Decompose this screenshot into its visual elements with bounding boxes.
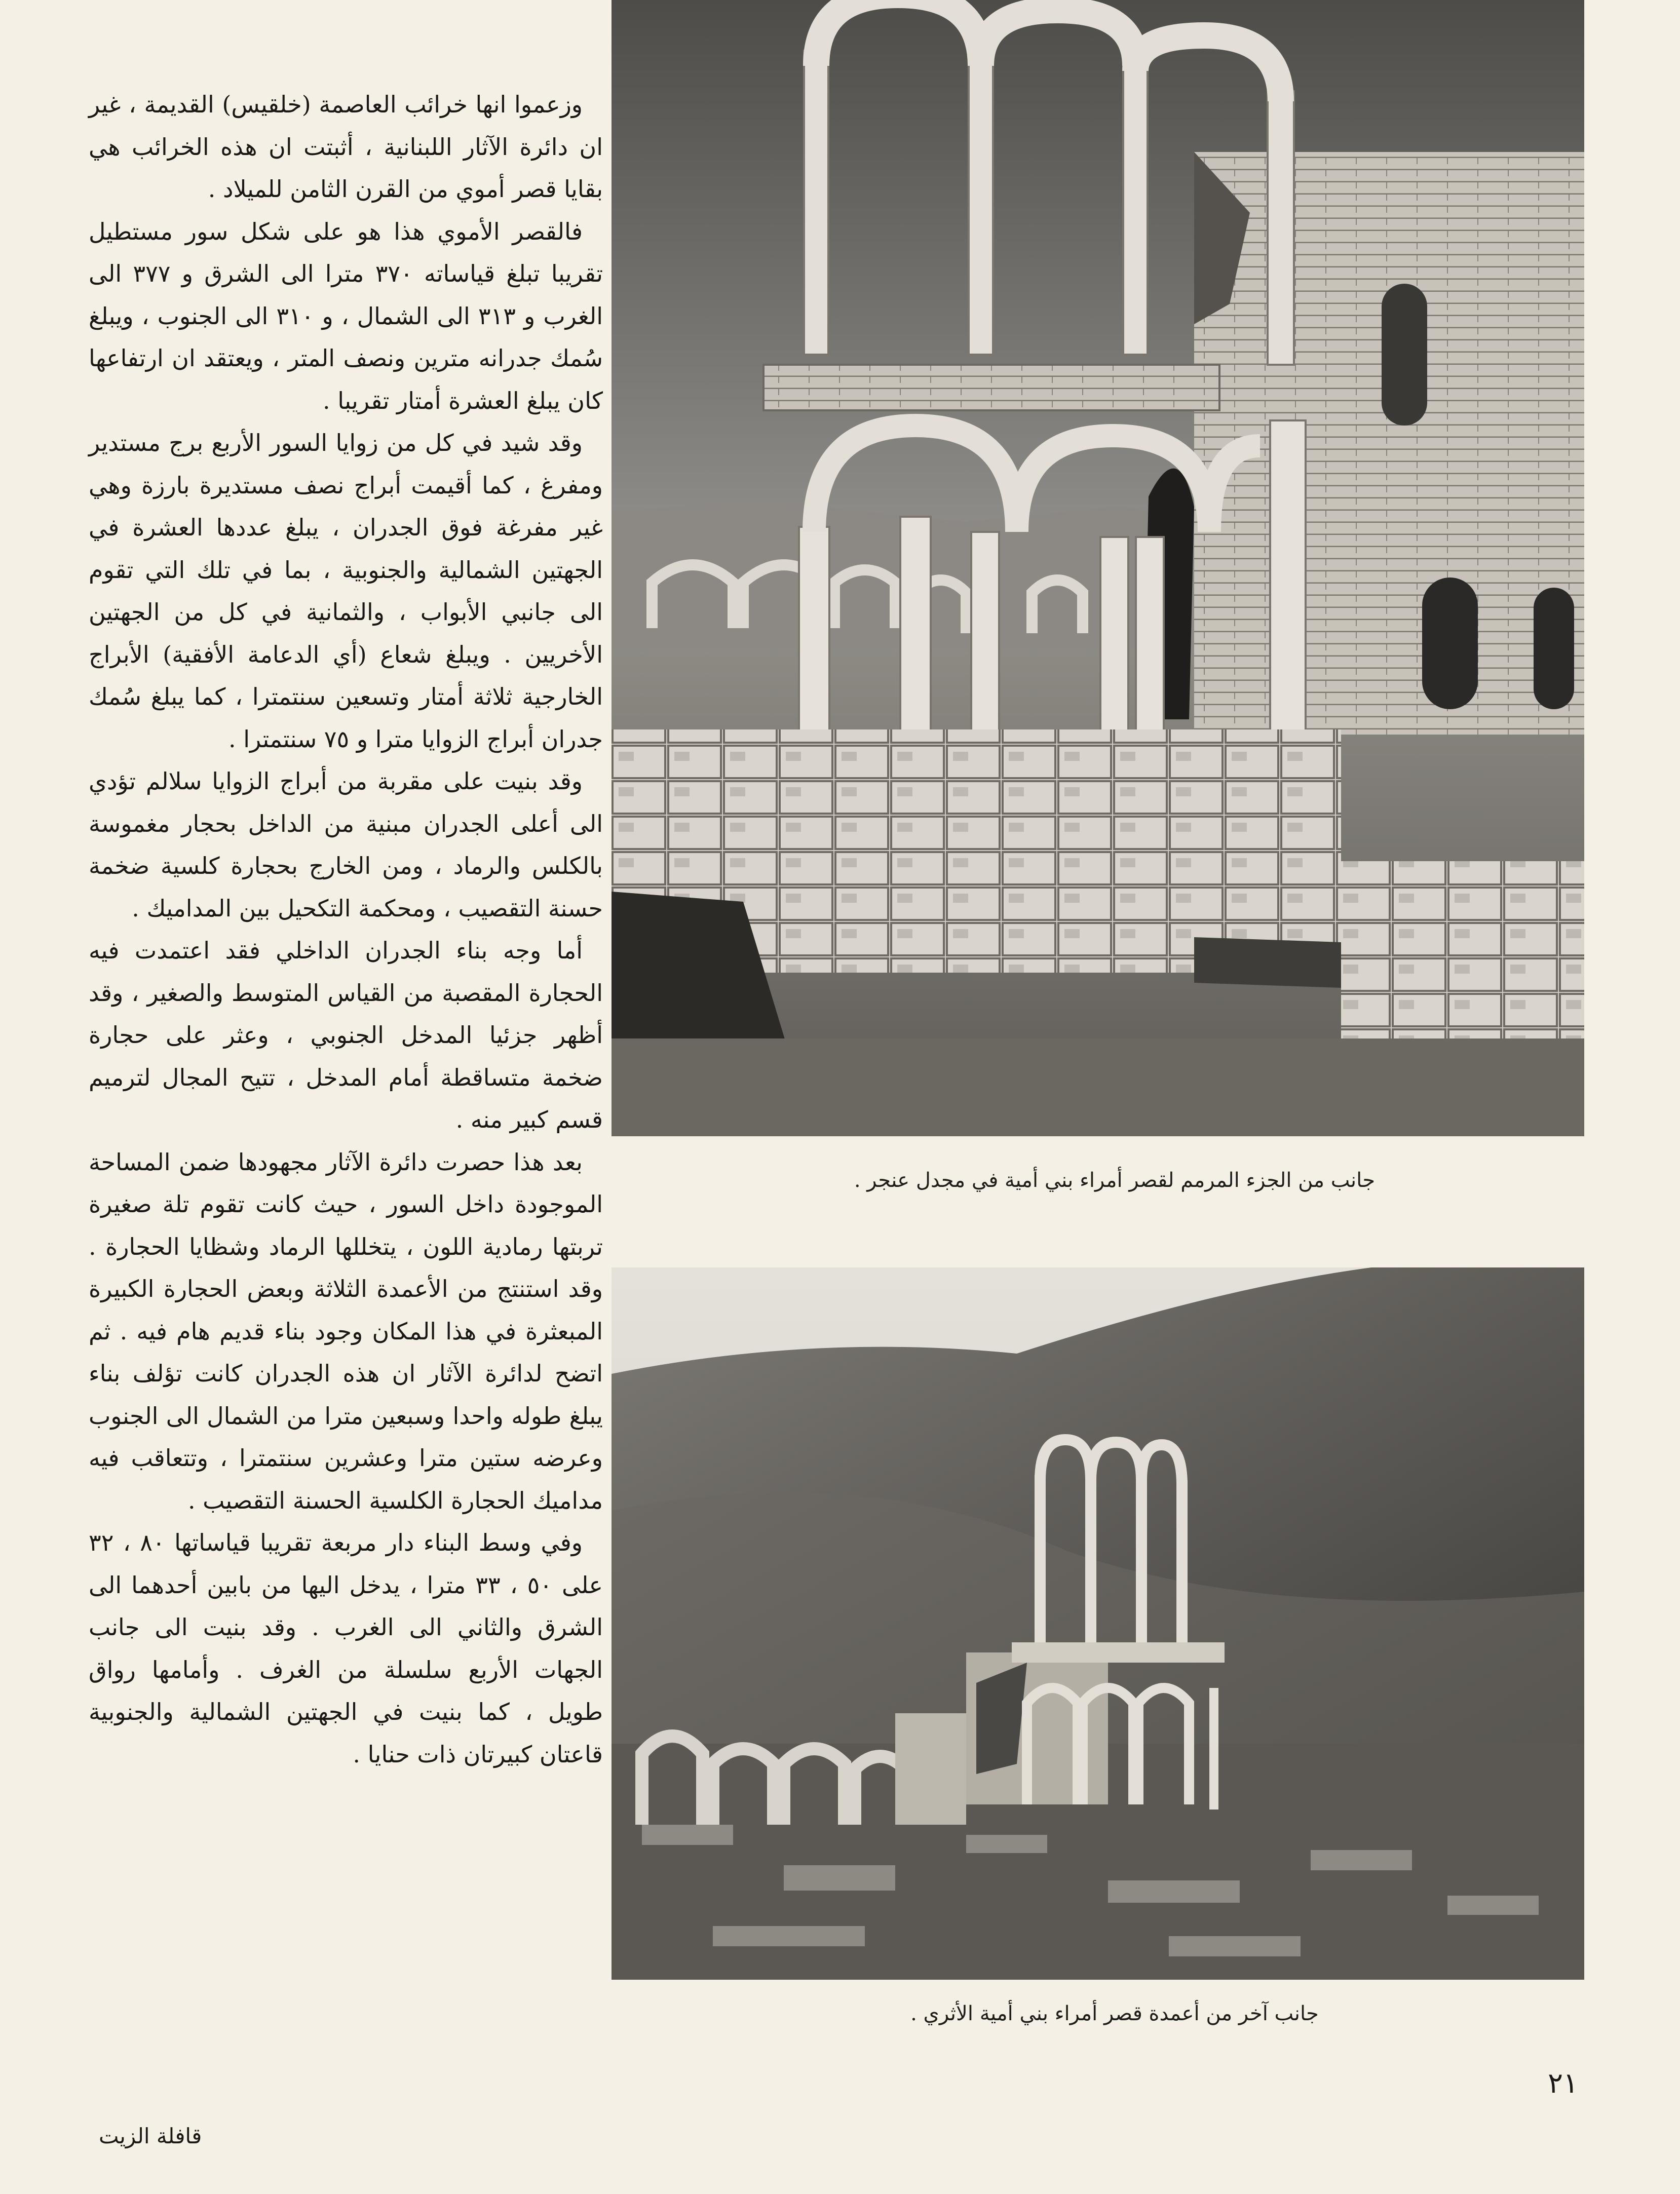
article-text-column: [89, 84, 603, 1776]
article-paragraph-7: وفي وسط البناء دار مربعة تقريبا قياساتها ٨٠ ، ٣٢ على ٥٠ ، ٣٣ مترا ، يدخل اليها من بابين أحدهما الى الشرق والثاني الى الغرب . وقد بنيت الى جانب الجهات الأربع سلسلة من الغرف . وأمامها رواق طويل ، كما بنيت في الجهتين الشمالية والجنوبية قاعتان كبيرتان ذات حنايا .: [89, 1529, 603, 1768]
article-paragraph-4: وقد بنيت على مقربة من أبراج الزوايا سلالم تؤدي الى أعلى الجدران مبنية من الداخل بحجار مغموسة بالكلس والرماد ، ومن الخارج بحجارة كلسية ضخمة حسنة التقصيب ، ومحكمة التكحيل بين المداميك .: [89, 767, 603, 922]
article-paragraph-6: بعد هذا حصرت دائرة الآثار مجهودها ضمن المساحة الموجودة داخل السور ، حيث كانت تقوم تلة صغيرة تربتها رمادية اللون ، يتخللها الرماد وشظايا الحجارة . وقد استنتج من الأعمدة الثلاثة وبعض الحجارة الكبيرة المبعثرة في هذا المكان وجود بناء قديم هام فيه . ثم اتضح لدائرة الآثار ان هذه الجدران كانت تؤلف بناء يبلغ طوله واحدا وسبعين مترا من الشمال الى الجنوب وعرضه ستين مترا وعشرين سنتمترا ، وتتعاقب فيه مداميك الحجارة الكلسية الحسنة التقصيب .: [89, 1148, 603, 1514]
photo-restored-palace-arches: [612, 0, 1584, 1136]
article-paragraph-2: فالقصر الأموي هذا هو على شكل سور مستطيل تقريبا تبلغ قياساته ٣٧٠ مترا الى الشرق و ٣٧٧ الى الغرب و ٣١٣ الى الشمال ، و ٣١٠ الى الجنوب ، ويبلغ سُمك جدرانه مترين ونصف المتر ، ويعتقد ان ارتفاعها كان يبلغ العشرة أمتار تقريبا .: [89, 217, 603, 414]
magazine-name: قافلة الزيت: [99, 2124, 202, 2148]
top-photo-caption: جانب من الجزء المرمم لقصر أمراء بني أمية في مجدل عنجر .: [854, 1169, 1376, 1192]
article-paragraph-5: أما وجه بناء الجدران الداخلي فقد اعتمدت فيه الحجارة المقصبة من القياس المتوسط والصغير ، وقد أظهر جزئيا المدخل الجنوبي ، وعثر على حجارة ضخمة متساقطة أمام المدخل ، تتيح المجال لترميم قسم كبير منه .: [89, 937, 603, 1133]
article-paragraph-3: وقد شيد في كل من زوايا السور الأربع برج مستدير ومفرغ ، كما أقيمت أبراج نصف مستديرة بارزة وهي غير مفرغة فوق الجدران ، يبلغ عددها العشرة في الجهتين الشمالية والجنوبية ، بما في تلك التي تقوم الى جانبي الأبواب ، والثمانية في كل من الجهتين الأخريين . ويبلغ شعاع (أي الدعامة الأفقية) الأبراج الخارجية ثلاثة أمتار وتسعين سنتمترا ، كما يبلغ سُمك جدران أبراج الزوايا مترا و ٧٥ سنتمترا .: [89, 429, 603, 753]
page-number: ٢١: [1548, 2067, 1579, 2100]
photo-palace-columns-mountains: [612, 1267, 1584, 1980]
article-paragraph-1: وزعموا انها خرائب العاصمة (خلقيس) القديمة ، غير ان دائرة الآثار اللبنانية ، أثبتت ان هذه الخرائب هي بقايا قصر أموي من القرن الثامن للميلاد .: [89, 91, 603, 203]
bottom-photo-caption: جانب آخر من أعمدة قصر أمراء بني أمية الأثري .: [910, 2002, 1319, 2025]
